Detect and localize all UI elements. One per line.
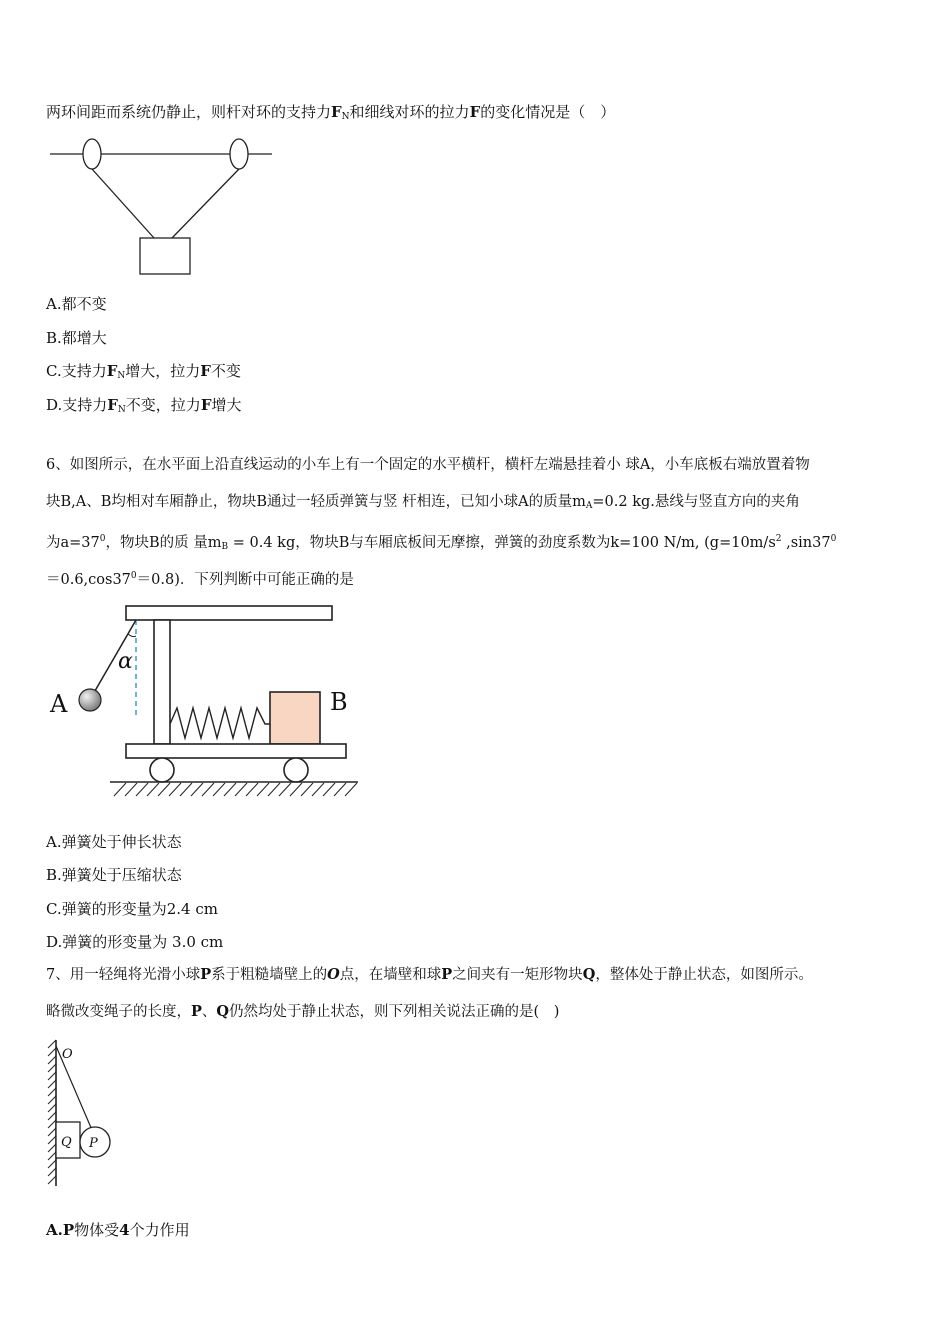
alpha-label: α bbox=[118, 649, 133, 674]
label-a: A bbox=[50, 690, 68, 718]
q5-fn-symbol: F bbox=[331, 103, 342, 121]
q6-option-a: A.弹簧处于伸长状态 bbox=[46, 833, 182, 851]
q5-stem bbox=[46, 102, 615, 127]
q5-d-pre: D.支持力 bbox=[46, 396, 108, 414]
vertical-post bbox=[154, 620, 170, 744]
q7-a-mid: 物体受 bbox=[74, 1221, 120, 1239]
q5-fn-subscript: N bbox=[341, 112, 350, 122]
q5-d-end: 增大 bbox=[211, 396, 242, 414]
q5-stem-mid: 和细线对环的拉力 bbox=[349, 103, 470, 121]
q6-l3-sup3: 0 bbox=[830, 534, 837, 544]
q6-option-d: D.弹簧的形变量为 3.0 cm bbox=[46, 933, 224, 951]
q7-l2-c: 仍然均处于静止状态，则下列相关说法正确的是( ) bbox=[229, 1004, 560, 1020]
left-ring bbox=[83, 139, 101, 169]
q6-stem-line4 bbox=[46, 566, 354, 590]
q6-l3-pre: 为a=37 bbox=[46, 535, 100, 551]
spring bbox=[170, 708, 270, 738]
top-bar bbox=[126, 606, 332, 620]
q6-l3-mid: ，物块B的质 量m bbox=[105, 535, 222, 551]
q6-l4-pre: ＝0.6,cos37 bbox=[46, 572, 131, 588]
label-b: B bbox=[330, 688, 348, 716]
q7-q-symbol-2: Q bbox=[216, 1003, 230, 1020]
q7-p-symbol: P bbox=[200, 966, 212, 983]
q6-stem-line1: 6、如图所示，在水平面上沿直线运动的小车上有一个固定的水平横杆，横杆左端悬挂着小 球A，小车底板右端放置着物 bbox=[46, 457, 810, 473]
q5-d-f2: F bbox=[200, 396, 212, 414]
block-b bbox=[270, 692, 320, 744]
q7-l1-e: ，整体处于静止状态，如图所示。 bbox=[595, 967, 813, 983]
q6-stem-line3 bbox=[46, 529, 836, 557]
ball-a bbox=[79, 689, 101, 711]
q6-l2-post: =0.2 kg.悬线与竖直方向的夹角 bbox=[592, 494, 800, 510]
q7-o-symbol: O bbox=[327, 966, 340, 983]
q5-c-end: 不变 bbox=[210, 362, 241, 380]
q5-stem-end: 的变化情况是（ ） bbox=[480, 103, 616, 121]
hanging-block bbox=[140, 238, 190, 274]
q7-l1-c: 点，在墙壁和球 bbox=[339, 967, 442, 983]
q6-l3-sub: B bbox=[221, 542, 229, 552]
q6-l3-sup: 0 bbox=[99, 534, 106, 544]
right-wheel bbox=[284, 758, 308, 782]
q5-c-post: 增大，拉力 bbox=[125, 362, 201, 380]
q7-l1-b: 系于粗糙墙壁上的 bbox=[211, 967, 328, 983]
q5-option-a: A.都不变 bbox=[46, 295, 107, 313]
q6-l4-sup: 0 bbox=[130, 571, 137, 581]
q5-d-sub: N bbox=[117, 405, 126, 415]
q5-d-post: 不变，拉力 bbox=[125, 396, 201, 414]
q5-option-c bbox=[46, 361, 241, 386]
q6-l3-end: ,sin37 bbox=[781, 535, 831, 551]
q7-figure bbox=[44, 1036, 124, 1192]
q7-option-a bbox=[46, 1220, 190, 1240]
q7-q-symbol: Q bbox=[582, 966, 596, 983]
q6-l3-mid2: = 0.4 kg，物块B与车厢底板间无摩擦，弹簧的劲度系数为k=100 N/m, (g=10m/s bbox=[228, 535, 776, 551]
q5-stem-text: 两环间距而系统仍静止，则杆对环的支持力 bbox=[46, 103, 332, 121]
q7-stem-line2 bbox=[46, 1002, 559, 1022]
q6-l4-end: ＝0.8)．下列判断中可能正确的是 bbox=[136, 572, 354, 588]
q6-stem-line2 bbox=[46, 492, 800, 516]
q7-l1-a: 7、用一轻绳将光滑小球 bbox=[46, 967, 201, 983]
q7-a-end: 个力作用 bbox=[129, 1221, 190, 1239]
q6-l3-sup2: 2 bbox=[775, 534, 782, 544]
q7-p-symbol-3: P bbox=[191, 1003, 202, 1020]
right-ring bbox=[230, 139, 248, 169]
q5-d-f: F bbox=[107, 396, 118, 414]
q5-option-d bbox=[46, 395, 241, 420]
q7-l2-b: 、 bbox=[201, 1004, 217, 1020]
q6-option-b: B.弹簧处于压缩状态 bbox=[46, 866, 182, 884]
q7-l1-d: 之间夹有一矩形物块 bbox=[452, 967, 583, 983]
q6-option-c: C.弹簧的形变量为2.4 cm bbox=[46, 900, 218, 918]
angle-arc bbox=[128, 634, 136, 637]
q5-c-pre: C.支持力 bbox=[46, 362, 107, 380]
left-string bbox=[92, 169, 154, 238]
block-q-label: Q bbox=[61, 1135, 72, 1150]
point-o-label: O bbox=[62, 1047, 73, 1062]
cart-floor bbox=[126, 744, 346, 758]
q7-a-pre: A.P bbox=[46, 1221, 75, 1239]
q5-c-f: F bbox=[106, 362, 118, 380]
q6-l2-sub: A bbox=[585, 501, 593, 511]
q6-figure bbox=[48, 598, 364, 802]
right-string bbox=[172, 169, 239, 238]
q5-c-f2: F bbox=[200, 362, 211, 380]
q7-stem-line1 bbox=[46, 965, 813, 985]
ball-p-label: P bbox=[89, 1136, 98, 1151]
ground-hatching bbox=[114, 783, 357, 796]
q7-l2-a: 略微改变绳子的长度， bbox=[46, 1004, 191, 1020]
q7-a-num: 4 bbox=[119, 1221, 130, 1239]
q5-option-b: B.都增大 bbox=[46, 329, 107, 347]
wall-hatching bbox=[48, 1040, 56, 1184]
q6-l2-pre: 块B,A、B均相对车厢静止，物块B通过一轻质弹簧与竖 杆相连，已知小球A的质量m bbox=[46, 494, 586, 510]
q5-figure bbox=[46, 132, 276, 280]
q5-c-sub: N bbox=[117, 371, 126, 381]
left-wheel bbox=[150, 758, 174, 782]
rope bbox=[56, 1046, 92, 1130]
q7-p-symbol-2: P bbox=[441, 966, 453, 983]
q5-f-symbol: F bbox=[469, 103, 481, 121]
